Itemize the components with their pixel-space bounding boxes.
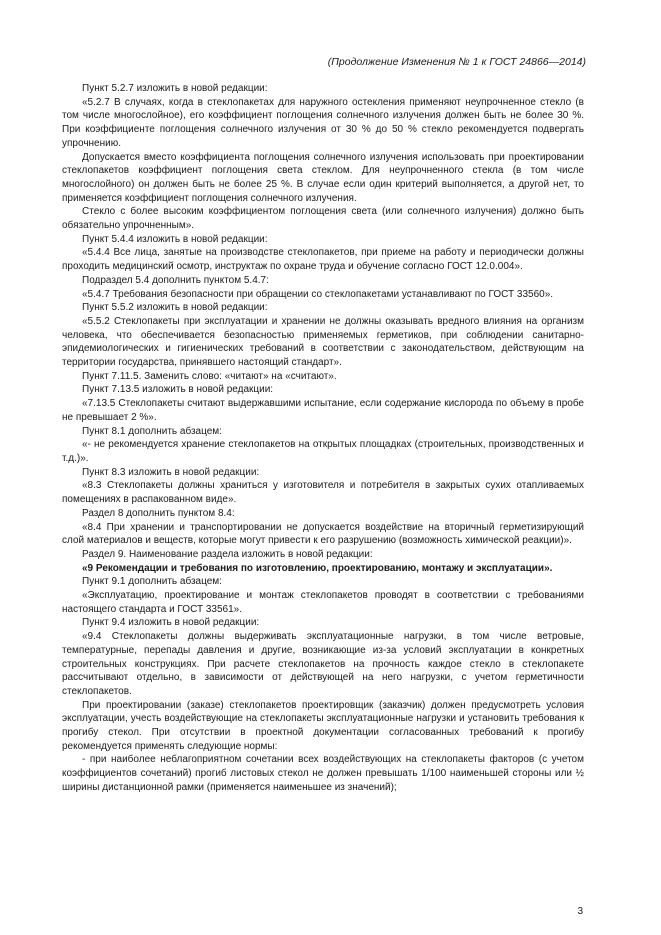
paragraph: Раздел 8 дополнить пунктом 8.4: — [82, 507, 235, 519]
paragraph: Пункт 7.11.5. Заменить слово: «читают» на «считают». — [82, 370, 337, 382]
paragraph: Пункт 9.1 дополнить абзацем: — [82, 576, 222, 588]
paragraph: Допускается вместо коэффициента поглощения солнечного излучения использовать при проектировании стеклопакетов коэффициент поглощения света стеклом. Для неупрочненного стекла (в том числе многослойного) он должен быть не более 25 %. В случае если один критерий выполняется, а другой нет, то применяется коэффициент поглощения солнечного излучения. — [62, 151, 584, 204]
page-number: 3 — [577, 906, 583, 917]
paragraph: Пункт 5.2.7 изложить в новой редакции: — [82, 83, 268, 94]
paragraph: «8.4 При хранении и транспортировании не допускается воздействие на вторичный герметизирующий слой материалов и веществ, которые могут привести к его разрушению (возможность химической реакции)». — [62, 521, 584, 547]
paragraph: «Эксплуатацию, проектирование и монтаж стеклопакетов проводят в соответствии с требованиями настоящего стандарта и ГОСТ 33561». — [62, 590, 584, 615]
paragraph: Пункт 5.4.4 изложить в новой редакции: — [82, 233, 268, 245]
paragraph: «9.4 Стеклопакеты должны выдерживать эксплуатационные нагрузки, в том числе ветровые, температурные, перепады давления и другие, возникающие из-за условий эксплуатации в конкретных строительных конструкциях. При расчете стеклопакетов на прочность каждое стекло в стеклопакете рассчитывают отдельно, в зависимости от действующей на него нагрузки, с учетом герметичности стеклопакетов. — [62, 631, 584, 697]
paragraph: «- не рекомендуется хранение стеклопакетов на открытых площадках (строительных, производственных и т.д.)». — [62, 439, 584, 464]
paragraph: «5.5.2 Стеклопакеты при эксплуатации и хранении не должны оказывать вредного влияния на организм человека, что обеспечивается безопасностью применяемых герметиков, при соблюдении санитарно-эпидемиологических и гигиенических требований в соответствии с законодательством, действующим на территории государства, принявшего настоящий стандарт». — [62, 315, 584, 369]
paragraph: Пункт 5.5.2 изложить в новой редакции: — [82, 302, 268, 314]
paragraph: Стекло с более высоким коэффициентом поглощения света (или солнечного излучения) должно быть обязательно упрочненным». — [62, 206, 584, 232]
paragraph: Пункт 8.3 изложить в новой редакции: — [82, 466, 260, 478]
paragraph: «5.4.4 Все лица, занятые на производстве стеклопакетов, при приеме на работу и периодически должны проходить медицинский осмотр, инструктаж по охране труда и обучение согласно ГОСТ 12.0.004». — [62, 247, 584, 273]
paragraph: «7.13.5 Стеклопакеты считают выдержавшими испытание, если содержание кислорода по объему в пробе не превышает 2 %». — [62, 398, 584, 423]
paragraph: Раздел 9. Наименование раздела изложить в новой редакции: — [82, 548, 373, 560]
paragraph: «5.4.7 Требования безопасности при обращении со стеклопакетами устанавливают по ГОСТ 33560». — [82, 288, 554, 300]
paragraph: Пункт 8.1 дополнить абзацем: — [82, 425, 222, 437]
paragraph: «8.3 Стеклопакеты должны храниться у изготовителя и потребителя в закрытых сухих отапливаемых помещениях в распакованном виде». — [62, 480, 584, 506]
section-title-paragraph: «9 Рекомендации и требования по изготовлению, проектированию, монтажу и эксплуатации». — [82, 562, 553, 574]
paragraph: Пункт 9.4 изложить в новой редакции: — [82, 617, 260, 629]
paragraph: Пункт 7.13.5 изложить в новой редакции: — [82, 384, 274, 396]
running-header: (Продолжение Изменения № 1 к ГОСТ 24866—2014) — [327, 56, 586, 68]
paragraph: - при наиболее неблагоприятном сочетании всех воздействующих на стеклопакеты факторов (с учетом коэффициентов сочетаний) прогиб листовых стекол не должен превышать 1/100 наименьшей стороны или ½ ширины дистанционной рамки (применяется наименьшее из значений); — [62, 754, 584, 793]
paragraph: При проектировании (заказе) стеклопакетов проектировщик (заказчик) должен предусмотреть условия эксплуатации, учесть воздействующие на стеклопакеты эксплуатационные нагрузки и установить требования к прогибу стекол. При отсутствии в проектной документации согласованных требований к прогибу рекомендуется применять следующие нормы: — [62, 699, 584, 752]
document-body — [62, 82, 584, 795]
paragraph: «5.2.7 В случаях, когда в стеклопакетах для наружного остекления применяют неупрочненное стекло (в том числе многослойное), его коэффициент поглощения солнечного излучения должен быть не более 30 %. При коэффициенте поглощения солнечного излучения от 30 % до 50 % стекло рекомендуется подвергать упрочнению. — [62, 96, 584, 149]
paragraph: Подраздел 5.4 дополнить пунктом 5.4.7: — [82, 274, 269, 286]
